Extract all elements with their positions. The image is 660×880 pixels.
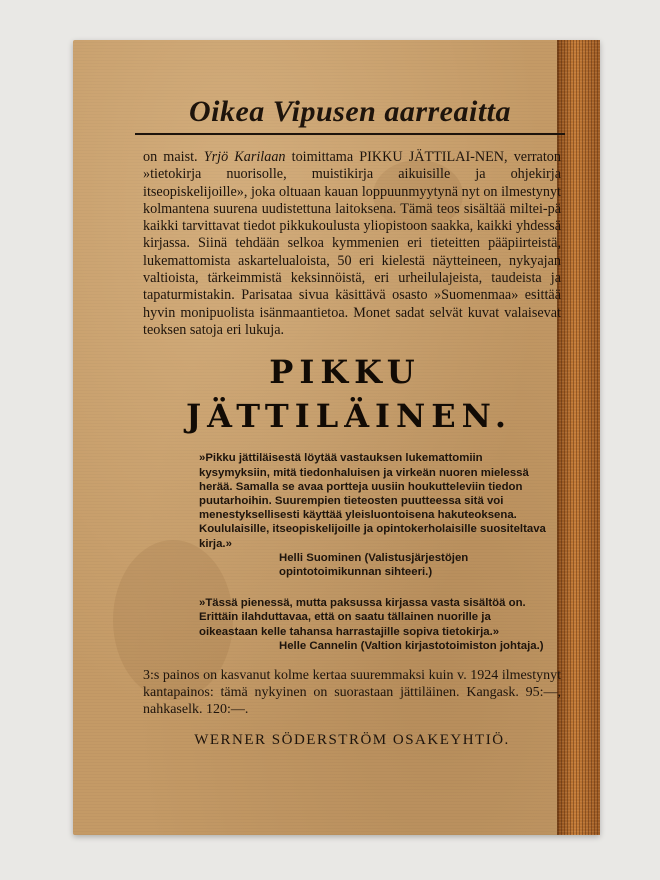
review-quote-author: Helle Cannelin (Valtion kirjastotoimiston johtaja.) (279, 639, 544, 652)
review-quote-author: Helli Suominen (Valistusjärjestöjen opintotoimikunnan sihteeri.) (279, 551, 469, 579)
review-quote-text: »Tässä pienessä, mutta paksussa kirjassa vasta sisältöä on. Erittäin ilahduttavaa, että on saatu tällainen nuorille ja oikeastaan kelle tahansa harrastajille sopiva tietokirja.» (199, 597, 526, 638)
intro-paragraph (143, 149, 561, 339)
review-quote-text: »Pikku jättiläisestä löytää vastauksen lukemattomiin kysymyksiin, mitä tiedonhaluisen ja virkeän nuoren mielessä herää. Samalla se avaa portteja uusiin houkutteleviin tiedon puutarhoihin. Suurempien tieteosten puutteessa sitä voi menestyksellisesti käyttää yleisluontoisena hakuteoksena. Koululaisille, itseopiskelijoille ja opintokerholaisille suositeltava kirja.» (199, 452, 546, 550)
book-title-line1: PIKKU (269, 353, 421, 392)
cover-heading: Oikea Vipusen aarreaitta (135, 95, 565, 135)
editor-name: Yrjö Karilaan (203, 149, 286, 165)
intro-prefix: on maist. (143, 149, 204, 165)
cover-text (135, 95, 575, 749)
edition-paragraph: 3:s painos on kasvanut kolme kertaa suuremmaksi kuin v. 1924 ilmestynyt kantapainos: tämä nykyinen on suorastaan jättiläinen. Kangask. 95:—, nahkaselk. 120:—. (143, 668, 561, 718)
review-quote (199, 596, 549, 653)
intro-text: toimittama PIKKU JÄTTILAI-NEN, verraton »tietokirja nuorisolle, muistikirja aikuisille ja ohjekirja itseopiskelijoille», joka oltuaan kauan loppuunmyytynä nyt on ilmestynyt kolmantena suurena uudistettuna laitoksena. Tämä teos sisältää miltei-pä kaikki tarvittavat tiedot pikkukoulusta yliopistoon saakka, kaikki yhdessä kirjassa. Siinä tehdään selkoa kymmenien eri tieteitten pääpiirteistä, lukemattomista askartelualoista, 50 eri kielestä näytteineen, nykyajan valtioista, tärkeimmistä keksinnöistä, eri urheilulajeista, taudeista ja tapaturmistakin. Parisataa sivua käsittävä osasto »Suomenmaa» esittää hyvin monipuolista isänmaantietoa. Monet sadat selvät kuvat valaisevat teoksen satoja eri lukuja. (143, 149, 561, 338)
book-title-line2: JÄTTILÄINEN. (186, 397, 512, 436)
book-back-cover (73, 40, 600, 835)
book-title (135, 353, 575, 435)
publisher-name: WERNER SÖDERSTRÖM OSAKEYHTIÖ. (194, 732, 510, 749)
review-quote (199, 451, 549, 579)
